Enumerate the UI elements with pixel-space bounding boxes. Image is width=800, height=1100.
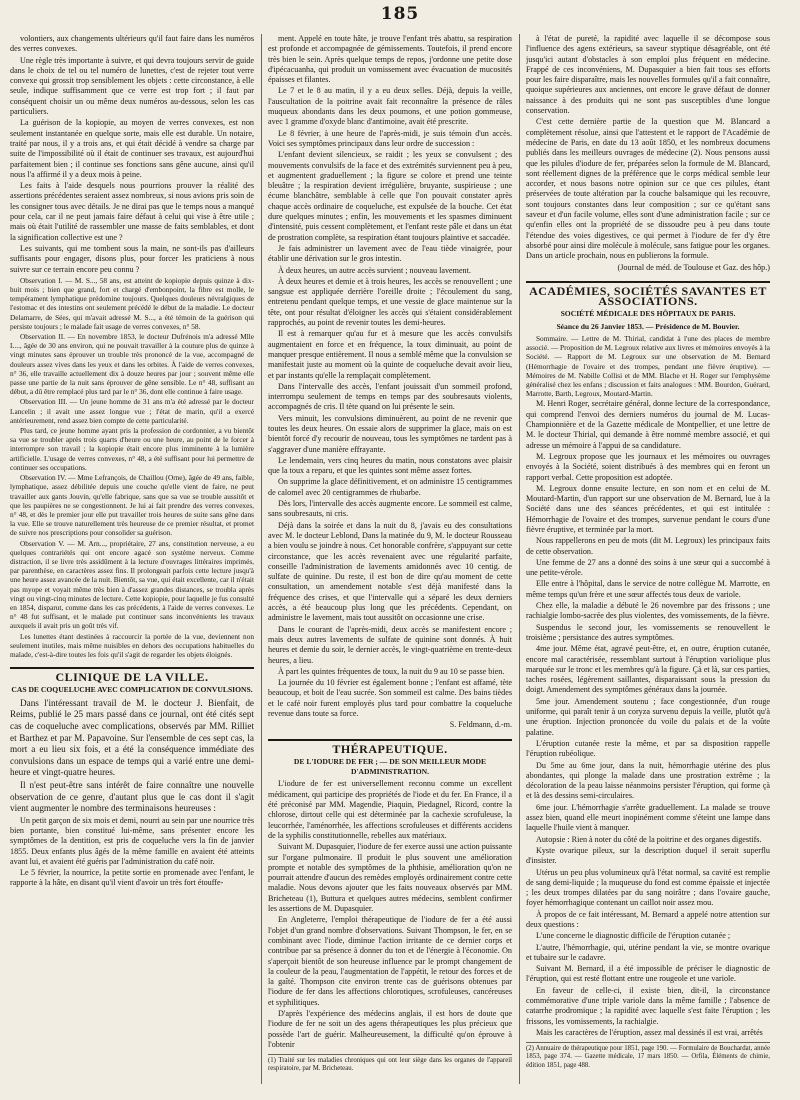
paragraph: On supprime la glace définitivement, et on administre 15 centigrammes de calomel avec 20 centigrammes de rhubarbe.	[268, 477, 512, 497]
paragraph: Il n'est peut-être sans intérêt de faire connaître une nouvelle observation de ce genre, d'autant plus que le cas dont il s'agit vient augmenter le nombre des terminaisons heureuses :	[10, 779, 254, 814]
paragraph: Les faits à l'aide desquels nous pourrions prouver la réalité des assertions précédentes seraient assez nombreux, si nous avions pris soin de les consigner tous avec détails. Je ne dirai pas que le temps nous a manqué pour cela, car il ne peut jamais faire défaut à celui qui vise à être utile ; mais où était l'utilité de rassembler une masse de faits semblables, et dont la signification collective est une ?	[10, 181, 254, 242]
paragraph: Les suivants, qui me tombent sous la main, ne sont-ils pas d'ailleurs suffisants pour engager, disons plus, pour forcer les praticiens à nous suivre sur ce terrain encore peu connu ?	[10, 243, 254, 274]
section-title: THÉRAPEUTIQUE.	[268, 739, 512, 754]
paragraph: Le 8 février, à une heure de l'après-midi, je suis témoin d'un accès. Voici ses symptômes principaux dans leur ordre de succession :	[268, 128, 512, 148]
article-subheading: SOCIÉTÉ MÉDICALE DES HÔPITAUX DE PARIS.	[560, 309, 736, 319]
footnote: (1) Traité sur les maladies chroniques qui ont leur siège dans les organes de l'appareil respiratoire, par M. Bricheteau.	[268, 1054, 512, 1073]
observation-paragraph: Observation V. — M. Arn..., propriétaire, 27 ans, constitution nerveuse, a eu quelques contrariétés qui ont encore agacé son système nerveux. Comme distraction, il se livre très assidûment à la lecture d'ouvrages littéraires imprimés, par parenthèse, en caractères assez fins. Il prolongeait parfois cette lecture jusqu'à une heure assez avancée de la nuit. Bientôt, sa vue, qui était excellente, car il n'était pas myope et voyait même très bien à d'assez grandes distances, se troubla après vingt ou vingt-cinq minutes de lecture. Cette kopiopie, pour laquelle je fus consulté en 1854, disparut, comme dans les cas précédents, à l'aide de verres convexes. Le n° 48 fut suffisant, et le malade put continuer sans inconvénients les travaux auxquels il avait pris un goût très vif.	[10, 538, 254, 631]
paragraph: Utérus un peu plus volumineux qu'à l'état normal, sa cavité est remplie de sang demi-liquide ; la muqueuse du fond est comme épaissie et injectée ; les deux trompes dilatées par du sang noirâtre ; dans l'ovaire gauche, foyer hémorrhagique contenant un caillot noir assez mou.	[526, 867, 770, 908]
column-2	[268, 34, 512, 1084]
paragraph: volontiers, aux changements ultérieurs qu'il faut faire dans les numéros des verres convexes.	[10, 34, 254, 54]
paragraph: L'éruption cutanée reste la même, et par sa disposition rappelle l'éruption rubéolique.	[526, 738, 770, 759]
paragraph: L'une concerne le diagnostic difficile de l'éruption cutanée ;	[536, 931, 731, 941]
observation-paragraph: Observation I. — M. S..., 58 ans, est atteint de kopiopie depuis quinze à dix-huit mois ; bien que grand, fort et chargé d'embonpoint, la fibre est molle, le tempérament lymphatique prédomine toujours. Quelques douleurs névralgiques de l'estomac et des intestins ont seulement précédé le début de la maladie. Le docteur Delamarre, de Sées, qui m'avait adressé M. S..., a été témoin de la guérison qui persiste toujours ; le malade fait usage de verres convexes, n° 58.	[10, 275, 254, 331]
paragraph: Une règle très importante à suivre, et qui devra toujours servir de guide dans le choix de tel ou tel numéro de lunettes, c'est de rejeter tout verre convexe qui grossit trop sensiblement les objets : cette circonstance, à elle seule, indique suffisamment que ce verre est trop fort ; il faut par conséquent choisir un ou même deux numéros au-dessous, selon les cas particuliers.	[10, 55, 254, 117]
paragraph: Suivant M. Bernard, il a été impossible de préciser le diagnostic de l'éruption, qui est resté flottant entre une rougeole et une variole.	[526, 964, 770, 984]
section-title: CLINIQUE DE LA VILLE.	[10, 667, 254, 682]
paragraph: Autopsie : Rien à noter du côté de la poitrine et des organes digestifs.	[536, 834, 762, 844]
paragraph: À deux heures et demie et à trois heures, les accès se renouvellent ; une sangsue est appliquée derrière l'oreille droite ; l'écoulement du sang, entretenu pendant quelque temps, et une vessie de glace maintenue sur la tête, ont pour résultat d'éloigner les accès qui s'étaient considérablement rapprochés, au point de revenir toutes les demi-heures.	[268, 276, 512, 328]
paragraph: Le 5 février, la nourrice, la petite sortie en promenade avec l'enfant, le rapporte à la hâte, en disant qu'il vient d'avoir un très fort étouffe-	[10, 868, 254, 888]
paragraph: Dans l'intéressant travail de M. le docteur J. Bienfait, de Reims, publié le 25 mars passé dans ce journal, ont été cités sept cas de coqueluche avec complications, observés par MM. Rilliet et Barthez et par M. Papavoine. Sur l'ensemble de ces sept cas, la mort a eu lieu six fois, et a été la conséquence immédiate des convulsions dans un espace de temps qui a varié entre une demi-heure et vingt-quatre heures.	[10, 697, 254, 778]
paragraph: À propos de ce fait intéressant, M. Bernard a appelé notre attention sur deux questions :	[526, 909, 770, 929]
paragraph: La guérison de la kopiopie, au moyen de verres convexes, est non seulement instantanée en quelque sorte, mais elle est durable. Un notaire, traité par nous, il y a trois ans, et qui était décidé à vendre sa charge par suite de l'impossibilité où il était de continuer ses travaux, est aujourd'hui parfaitement bien ; il continue ses fonctions sans gêne aucune, ainsi qu'il nous l'a affirmé il y a deux mois à peine.	[10, 118, 254, 179]
paragraph: D'après l'expérience des médecins anglais, il est hors de doute que l'iodure de fer ne soit un des agens thérapeutiques les plus précieux que possède l'art de guérir. Malheureusement, la difficulté qu'on éprouve à l'obtenir	[268, 1009, 512, 1049]
paragraph: À part les quintes fréquentes de toux, la nuit du 9 au 10 se passe bien.	[278, 666, 505, 676]
signature: (Journal de méd. de Toulouse et Gaz. des hôp.)	[617, 262, 770, 272]
signature: S. Feldmann, d.-m.	[449, 720, 512, 730]
paragraph: Un petit garçon de six mois et demi, nourri au sein par une nourrice très bien portante, bien constitué lui-même, sans présenter encore les symptômes de la dentition, est pris de coqueluche vers la fin de janvier 1855. Deux enfants plus âgés de la même famille en avaient été atteints avant lui, et avaient été guéris par l'administration du café noir.	[10, 815, 254, 866]
paragraph: L'enfant devient silencieux, se raidit ; les yeux se convulsent ; des mouvements convulsifs de la face et des extrémités surviennent peu à peu, et augmentent graduellement ; la figure se colore et prend une teinte bleuâtre ; la respiration devient irrégulière, bruyante, suspirieuse ; une écume blanchâtre, semblable à celle que l'on pouvait constater après chaque accès ordinaire de coqueluche, est expulsée de la bouche. Cet état dure quelques minutes ; enfin, les mouvements et les spasmes diminuent d'intensité, puis cessent complètement, et l'enfant reste pâle et dans un état de prostration complète, sa respiration étant toujours plaintive et saccadée.	[268, 150, 512, 242]
paragraph: Mais les caractères de l'éruption, assez mal dessinés il est vrai, arrêtés	[536, 1027, 763, 1037]
paragraph: Je fais administrer un lavement avec de l'eau tiède vinaigrée, pour établir une dérivation sur le gros intestin.	[268, 243, 512, 264]
paragraph: En Angleterre, l'emploi thérapeutique de l'iodure de fer a été aussi l'objet d'un grand nombre d'observations. Suivant Thompson, le fer, en se combinant avec l'iode, diminue l'action irritante de ce dernier corps et contribue par sa présence à donner du ton et de l'énergie à l'économie. On s'aperçoit bientôt de son heureuse influence par le prompt changement de la couleur de la peau, l'augmentation de l'appétit, le retour des forces et de la gaîté. Thompson cite environ trente cas de guérisons obtenues par l'iodure de fer dans les affections chlorotiques, scrofuleuses, cancéreuses et syphilitiques.	[268, 915, 512, 1007]
paragraph: L'autre, l'hémorrhagie, qui, utérine pendant la vie, se montre ovarique et tubaire sur le cadavre.	[526, 942, 770, 962]
observation-paragraph: Observation II. — En novembre 1853, le docteur Dufrénois m'a adressé Mlle L..., âgée de 30 ans environ, qui ne pouvait travailler à la couture plus de quinze à vingt minutes sans éprouver un trouble très prononcé de la vue, accompagné de douleurs assez vives dans les yeux et dans les orbites. À l'aide de verres convexes, n° 36, elle travaille actuellement dix à douze heures par jour ; souvent même elle passe une partie de la nuit sans éprouver de gêne sensible. Le n° 48, suffisant au début, a dû être remplacé plus tard par le n° 36, dont elle continue à faire usage.	[10, 332, 254, 397]
paragraph: Dans le courant de l'après-midi, deux accès se manifestent encore ; mais deux autres lavements de sulfate de quinine sont donnés. À huit heures et demie du soir, le dernier accès, le vingt-quatrième en trente-deux heures, a lieu.	[268, 624, 512, 665]
column-3	[526, 34, 770, 1084]
column-rule	[261, 34, 262, 1084]
paragraph: La journée du 10 février est également bonne ; l'enfant est affamé, tète beaucoup, et boit de l'eau sucrée. Son sommeil est calme. Des bains tièdes et le café noir furent employés plus tard pour combattre la coqueluche revenue dans toute sa force.	[268, 678, 512, 718]
paragraph: 5me jour. Amendement soutenu ; face congestionnée, d'un rouge uniforme, qui paraît tenir à un coryza survenu depuis la veille, plutôt qu'à une éruption. Injection prononcée du voile du palais et de la voûte palatine.	[526, 696, 770, 737]
paragraph: Le 7 et le 8 au matin, il y a eu deux selles. Déjà, depuis la veille, l'auscultation de la poitrine avait fait reconnaître la présence de râles muqueux abondants dans les deux poumons, et une potion gommeuse, avec 1 gramme d'oxyde blanc d'antimoine, avait été prescrite.	[268, 86, 512, 127]
paragraph: Kyste ovarique pileux, sur la description duquel il serait superflu d'insister.	[526, 845, 770, 866]
paragraph: Du 5me au 6me jour, dans la nuit, hémorrhagie utérine des plus abondantes, qui plonge la malade dans une prostration extrême ; la décoloration de la peau laisse néanmoins persister l'éruption, qui forme çà et là des dessins semi-circulaires.	[526, 760, 770, 801]
paragraph: Dès lors, l'intervalle des accès augmente encore. Le sommeil est calme, sans soubresauts, ni cris.	[268, 499, 512, 519]
paragraph: 6me jour. L'hémorrhagie s'arrête graduellement. La malade se trouve assez bien, quand elle meurt inopinément comme s'éteint une lampe dans laquelle l'huile vient à manquer.	[526, 802, 770, 833]
paragraph: M. Henri Roger, secrétaire général, donne lecture de la correspondance, qui comprend l'envoi des derniers numéros du journal de M. Lucas-Championnière et de la Gazette médicale de Montpellier, et une lettre de M. le docteur Thirial, qui demande à être nommé membre associé, et qui adresse un mémoire à l'appui de sa candidature.	[526, 399, 770, 450]
paragraph: 4me jour. Même état, agravé peut-être, et, en outre, éruption cutanée, encore mal caractérisée, ressemblant surtout à l'éruption variolique plus marquée sur le tronc et les membres qu'à la figure. Çà et là, sur ces parties, taches rosées, légèrement saillantes, disparaissant sous la pression du doigt. Amendement des symptômes généraux dans la journée.	[526, 644, 770, 695]
paragraph: Chez elle, la maladie a débuté le 26 novembre par des frissons ; une rachialgie lombo-sacrée des plus violentes, des vomissements, de la fièvre.	[526, 601, 770, 621]
paragraph: Elle entre à l'hôpital, dans le service de notre collègue M. Marrotte, en même temps qu'un frère et une sœur affectés tous deux de variole.	[526, 579, 770, 599]
observation-paragraph: Sommaire. — Lettre de M. Thirial, candidat à l'une des places de membre associé. — Proposition de M. Legroux relative aux livres et mémoires envoyés à la Société. — Rapport de M. Legroux sur une observation de M. Bernard (Hémorrhagie de l'ovaire et des trompes, pendant une fièvre éruptive). — Mémoires de M. Nabille Collisi et de MM. Blache et H. Roger sur l'emphysème généralisé chez les enfans ; discussion et faits analogues : MM. Bourdon, Guérard, Marrotte, Barth, Legroux, Moutard-Martin.	[526, 334, 770, 399]
paragraph: Le lendemain, vers cinq heures du matin, nous constatons avec plaisir que la toux a reparu, et que les quintes sont même assez fortes.	[268, 455, 512, 476]
paragraph: ment. Appelé en toute hâte, je trouve l'enfant très abattu, sa respiration est profonde et accompagnée de gémissements. Toutefois, il prend encore très bien le sein. Après quelque temps de repos, j'ordonne une petite dose d'ipécacuanha, qui produit un vomissement avec évacuation de mucosités épaisses et filantes.	[268, 34, 512, 85]
observation-paragraph: Observation IV. — Mme Lefrançois, de Chaillou (Orne), âgée de 49 ans, faible, lymphatique, assez débilitée depuis une couche qu'elle vient de faire, ne peut travailler aux gants Jouvin, qu'elle fabrique, sans que sa vue se trouble aussitôt et que les paupières ne se congestionnent. Je lui ai fait prendre des verres convexes, n° 48, et dès le premier jour elle put travailler trois heures de suite sans gêne dans la vue. Elle se trouve naturellement très heureuse de ce premier résultat, et promet de suivre nos prescriptions pour consolider sa guérison.	[10, 473, 254, 538]
paragraph: Déjà dans la soirée et dans la nuit du 8, j'avais eu des consultations avec M. le docteur Leblond, Dans la matinée du 9, M. le docteur Rousseau a bien voulu se joindre à nous. Cet honorable confrère, s'appuyant sur cette circonstance, que les accès revenaient avec une régularité parfaite, conseille l'administration de lavements amidonnés avec 10 centig. de sulfate de quinine. Du reste, il est bon de dire qu'au moment de cette consultation, un amendement notable s'est déjà manifesté dans la fréquence des crises, et que l'intervalle qui a séparé les deux derniers accès, a été beaucoup plus long que les précédents. Cependant, on administre le lavement, mais tout aussitôt on occasionne une crise.	[268, 520, 512, 623]
paragraph: En faveur de celle-ci, il existe bien, dit-il, la circonstance commémorative d'une triple variole dans la même famille ; l'absence de catarrhe prodromique ; la rapidité avec laquelle s'est faite l'éruption ; les frissons, les vomissements, la rachialgie.	[526, 985, 770, 1026]
article-subheading: DE L'IODURE DE FER ; — DE SON MEILLEUR MODE D'ADMINISTRATION.	[293, 756, 487, 777]
section-title: ACADÉMIES, SOCIÉTÉS SAVANTES ET ASSOCIATIONS.	[526, 281, 770, 307]
observation-paragraph: Observation III. — Un jeune homme de 31 ans m'a été adressé par le docteur Lancelin ; il avait une assez longue vue ; l'état de marin, qu'il a exercé antérieurement, rend assez bien compte de cette particularité.	[10, 397, 254, 425]
paragraph: à l'état de pureté, la rapidité avec laquelle il se décompose sous l'influence des agens extérieurs, sa saveur styptique désagréable, ont été jusqu'ici autant d'obstacles à son emploi plus fréquent en médecine. Frappé de ces inconvéniens, M. Dupasquier a bien fait tous ses efforts pour les faire disparaître, mais les nouvelles formules qu'il a fait connaître, quoique supérieures aux anciennes, ont encore le grave défaut de donner naissance à des produits qui ne sont pas susceptibles d'une longue conservation.	[526, 34, 770, 116]
paragraph: C'est cette dernière partie de la question que M. Blancard a complètement résolue, ainsi que l'attestent et le rapport de l'Académie de médecine de Paris, en date du 13 août 1850, et les nombreux documens publiés dans les meilleurs ouvrages de médecine (2). Nous pensons aussi que les pilules d'iodure de fer, préparées selon la formule de M. Blancard, sont réellement dignes de la préférence que le corps médical semble leur accorder, et nous basons notre opinion sur ce que ces pilules, étant préservées de toute altération par la couche balsamique qui les recouvre, sont toujours constantes dans leur composition ; sur ce qu'étant sans saveur et d'un facile volume, elles sont d'une administration facile ; sur ce qu'enfin elles ont la propriété de se dissoudre peu à peu dans toute l'étendue des voies digestives, ce qui permet à l'iodure de fer d'y être absorbé pour ainsi dire molécule à molécule, sans fatigue pour les organes. Dans un article prochain, nous en publierons la formule.	[526, 117, 770, 261]
column-1	[10, 34, 254, 1084]
paragraph: Dans l'intervalle des accès, l'enfant jouissait d'un sommeil profond, interrompu seulement de temps en temps par des soubresauts violents, accompagnés de cris. Il tète quand on lui présente le sein.	[268, 381, 512, 412]
article-subheading: Séance du 26 Janvier 1853. — Présidence de M. Bouvier.	[556, 321, 740, 331]
paragraph: À deux heures, un autre accès survient ; nouveau lavement.	[278, 265, 471, 275]
paragraph: Vers minuit, les convulsions diminuèrent, au point de ne revenir que toutes les deux heures. On essaie alors de supprimer la glace, mais on est bientôt forcé d'y recourir de nouveau, tous les symptômes ne tardent pas à s'aggraver d'une manière effrayante.	[268, 413, 512, 454]
footnote: (2) Annuaire de thérapeutique pour 1851, page 190. — Formulaire de Bouchardat, année 1853, page 374. — Gazette médicale, 17 mars 1850. — Orfila, Éléments de chimie, édition 1851, page 488.	[526, 1042, 770, 1070]
paragraph: Suspendus le second jour, les vomissements se renouvellent le troisième ; persistance des autres symptômes.	[526, 622, 770, 642]
article-subheading: CAS DE COQUELUCHE AVEC COMPLICATION DE CONVULSIONS.	[11, 685, 253, 695]
paragraph: Suivant M. Dupasquier, l'iodure de fer exerce aussi une action puissante sur l'organe pulmonaire. Il produit le plus souvent une amélioration prompte et notable des symptômes de la phthisie, amélioration qu'on ne pourrait attendre d'aucun des remèdes employés ordinairement contre cette maladie. Nous devons ajouter que les faits nouveaux observés par MM. Bricheteau (1), Buttura et quelques autres médecins, semblent confirmer les assertions de M. Dupasquier.	[268, 842, 512, 914]
paragraph: Nous rappellerons en peu de mots (dit M. Legroux) les principaux faits de cette observation.	[526, 536, 770, 556]
paragraph: M. Legroux donne ensuite lecture, en son nom et en celui de M. Moutard-Martin, d'un rapport sur une observation de M. Bernard, lue à la Société dans une des séances précédentes, et qui est intitulée : Hémorrhagie de l'ovaire et des trompes, survenue pendant le cours d'une fièvre éruptive, et terminée par la mort.	[526, 483, 770, 534]
paragraph: M. Legroux propose que les journaux et les mémoires ou ouvrages envoyés à la Société, soient distribués à des membres qui en feront un rapport verbal. Cette proposition est adoptée.	[526, 451, 770, 482]
page-number: 185	[380, 4, 420, 24]
paragraph: Une femme de 27 ans a donné des soins à une sœur qui a succombé à une petite-vérole.	[526, 557, 770, 578]
observation-paragraph: Plus tard, ce jeune homme ayant pris la profession de cordonnier, a vu bientôt sa vue se troubler après trois quarts d'heure ou une heure, au point de le forcer à interrompre son travail ; la kopiopie était encore plus imminente à la lumière artificielle. L'usage de verres convexes, n° 48, a été suffisant pour lui permettre de continuer ses occupations.	[10, 426, 254, 472]
paragraph: L'iodure de fer est universellement reconnu comme un excellent médicament, qui participe des propriétés de l'iode et du fer. En France, il a été préconisé par MM. Magendie, Piaquin, Piedagnel, Ricord, contre la chlorose, dirtout celle qui est déterminée par la cachexie scrofuleuse, la leucorrhée, l'aménorrhée, les affections scrofuleuses et différents accidens de la syphilis constitutionnelle, rebelles aux matériaux.	[268, 779, 512, 840]
column-rule	[519, 34, 520, 1084]
observation-paragraph: Les lunettes étant destinées à raccourcir la portée de la vue, deviennent non seulement inutiles, mais même nuisibles en dehors des occupations habituelles du malade, c'est-à-dire toutes les fois qu'il s'agit de regarder les objets éloignés.	[10, 631, 254, 659]
paragraph: Il est à remarquer qu'au fur et à mesure que les accès convulsifs augmentaient en force et en fréquence, la toux diminuait, au point de manquer presque entièrement. Il nous a semblé même que la convulsion se manifestait juste au moment où la quinte de coqueluche devait avoir lieu, et par instants qu'elle la remplaçait complètement.	[268, 329, 512, 380]
